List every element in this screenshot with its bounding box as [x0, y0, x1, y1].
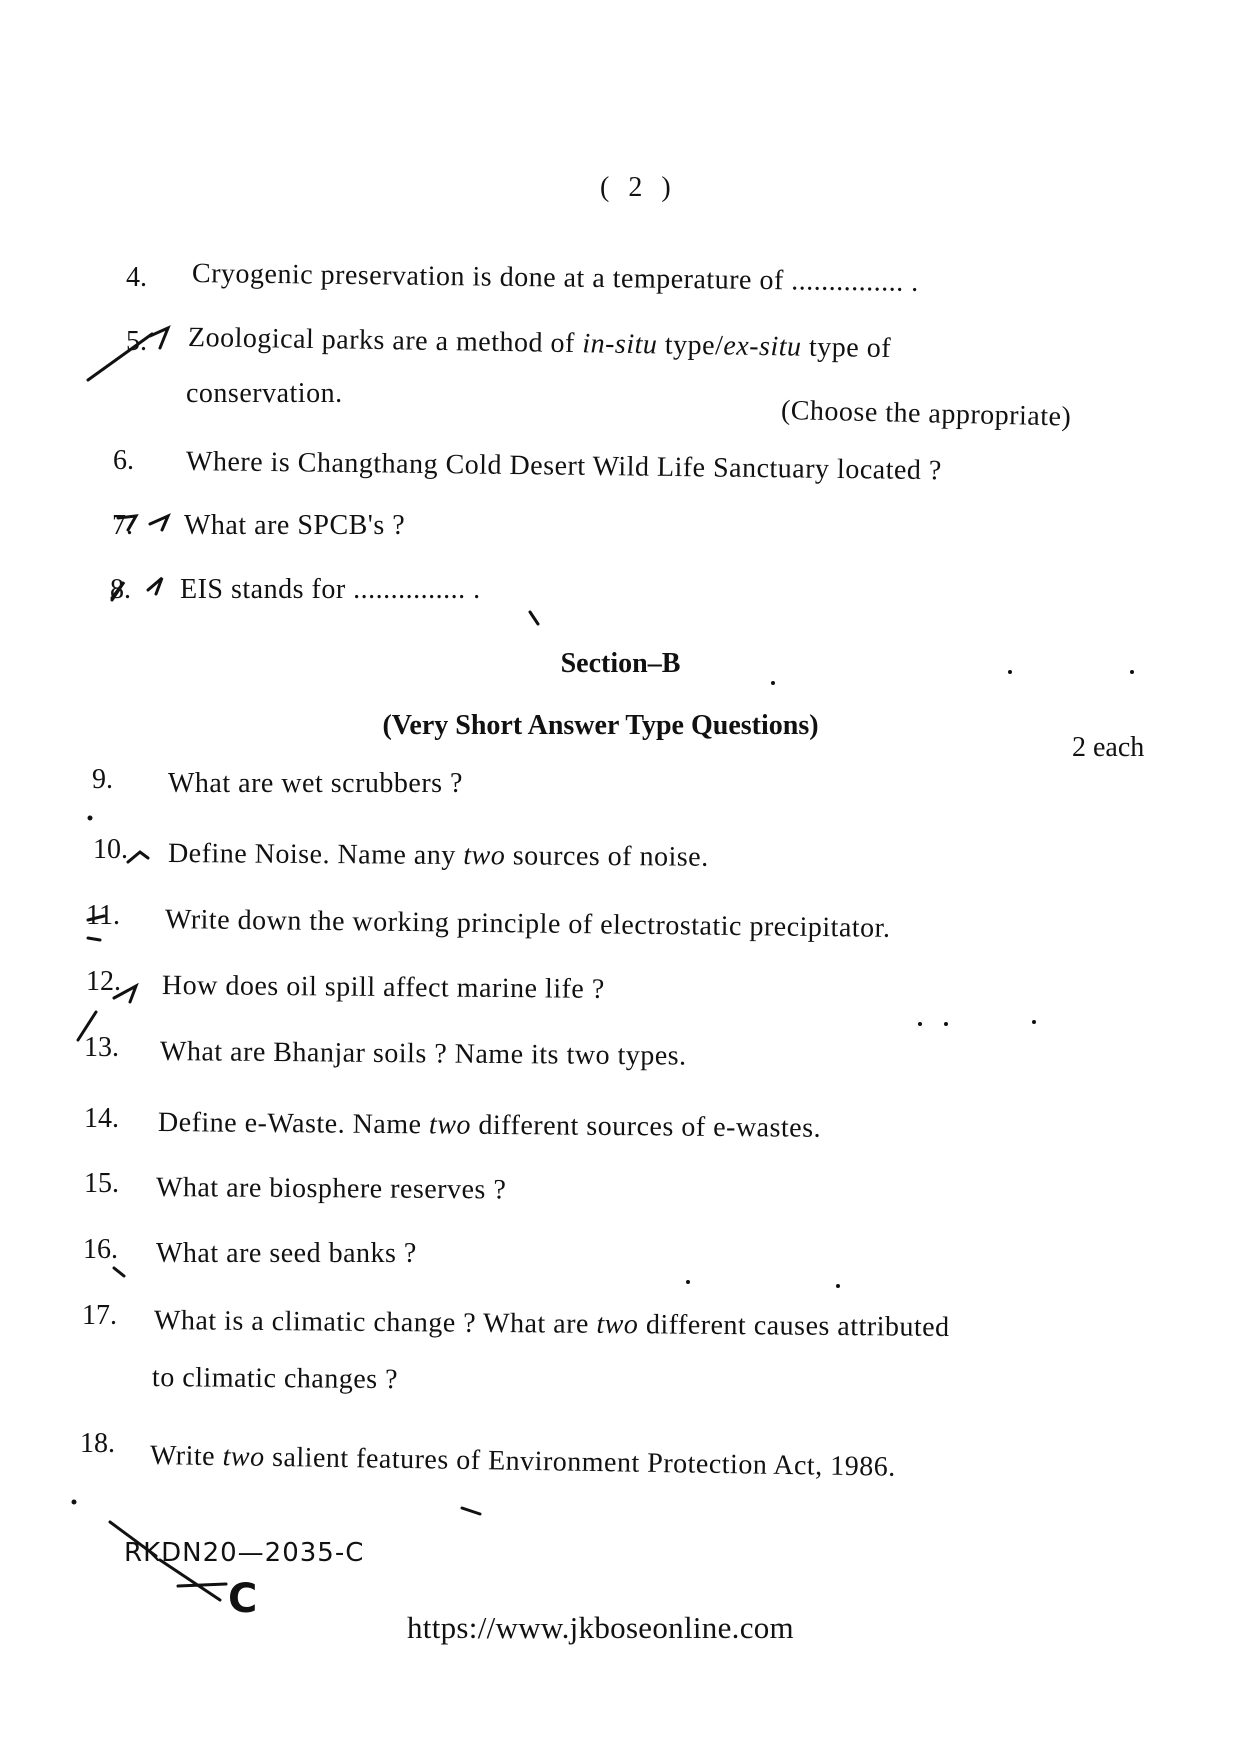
pen-dot [1032, 1020, 1036, 1024]
pen-dot [771, 681, 775, 685]
pen-dot [88, 816, 93, 821]
question-number: 17. [82, 1300, 117, 1331]
paper-series: C [228, 1576, 258, 1622]
question-text: EIS stands for ............... . [180, 574, 481, 605]
pen-stroke [178, 1584, 226, 1586]
pen-dot [836, 1284, 840, 1288]
question-number: 13. [84, 1032, 119, 1063]
pen-dot [1130, 670, 1134, 674]
question-number: 12. [86, 966, 121, 997]
question-text: Write two salient features of Environment Protection Act, 1986. [149, 1440, 896, 1483]
question-number: 14. [84, 1103, 119, 1134]
pen-stroke [462, 1508, 480, 1514]
pen-stroke [160, 1560, 220, 1600]
pen-stroke [88, 938, 100, 940]
question-text-continuation: conservation. [186, 378, 343, 409]
question-text: Define Noise. Name any two sources of noise. [167, 838, 709, 873]
question-text-continuation: to climatic changes ? [151, 1362, 399, 1396]
pen-stroke [88, 916, 104, 920]
page-number: ( 2 ) [600, 172, 677, 203]
section-subtitle: (Very Short Answer Type Questions) [382, 710, 819, 741]
pen-stroke [110, 1522, 156, 1556]
question-text: What is a climatic change ? What are two different causes attributed [153, 1305, 950, 1343]
question-number: 7. [112, 510, 133, 541]
pen-stroke [78, 1012, 96, 1040]
question-number: 15. [84, 1168, 119, 1199]
question-text: What are seed banks ? [156, 1238, 417, 1269]
pen-stroke [118, 516, 136, 530]
question-number: 8. [110, 574, 131, 605]
question-text: What are wet scrubbers ? [168, 768, 463, 799]
pen-stroke [150, 328, 168, 348]
question-number: 10. [93, 834, 128, 865]
question-text: Define e-Waste. Name two different sources of e-wastes. [157, 1107, 822, 1144]
pen-stroke [148, 578, 162, 594]
pen-stroke [114, 1268, 124, 1276]
question-number: 18. [80, 1428, 115, 1459]
question-number: 11. [86, 900, 120, 931]
paper-code: RKDN20—2035-C [124, 1538, 365, 1568]
pen-dot [72, 1500, 77, 1505]
section-title: Section–B [560, 648, 681, 679]
pen-dot [686, 1280, 690, 1284]
question-text: What are SPCB's ? [184, 510, 406, 541]
question-number: 16. [83, 1234, 118, 1265]
pen-dot [918, 1022, 922, 1026]
question-text: How does oil spill affect marine life ? [161, 970, 605, 1005]
pen-dot [1008, 670, 1012, 674]
question-text: Cryogenic preservation is done at a temperature of ............... . [191, 258, 919, 298]
pen-stroke [88, 334, 152, 380]
pen-dot [944, 1022, 948, 1026]
pen-stroke [530, 612, 538, 624]
question-number: 4. [126, 262, 147, 293]
marks-label: 2 each [1072, 732, 1145, 763]
question-number: 5. [126, 326, 147, 357]
question-text: What are Bhanjar soils ? Name its two types. [159, 1036, 687, 1072]
website-url: https://www.jkboseonline.com [407, 1610, 794, 1645]
question-text: Write down the working principle of electrostatic precipitator. [164, 904, 891, 944]
pen-stroke [150, 516, 168, 530]
pen-stroke [114, 986, 136, 1002]
question-text: Zoological parks are a method of in-situ type/ex-situ type of [187, 322, 892, 365]
pen-stroke [112, 582, 124, 600]
question-text: What are biosphere reserves ? [155, 1172, 507, 1206]
pen-stroke [128, 852, 148, 862]
question-number: 9. [92, 764, 113, 795]
question-text: Where is Changthang Cold Desert Wild Life Sanctuary located ? [185, 446, 942, 487]
question-note: (Choose the appropriate) [780, 395, 1072, 433]
question-number: 6. [113, 445, 134, 476]
